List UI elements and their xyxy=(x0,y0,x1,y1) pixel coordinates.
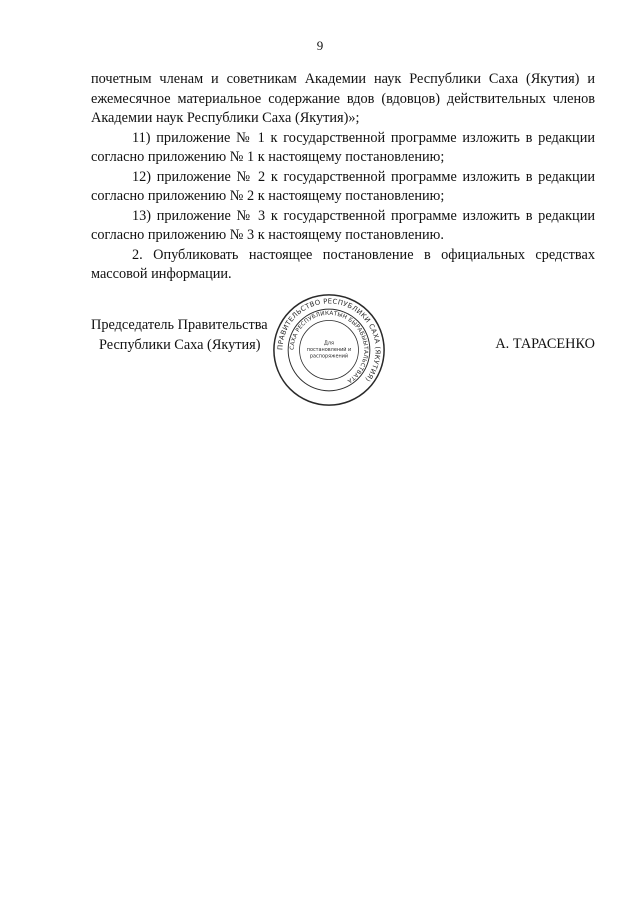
signatory-position xyxy=(91,316,268,355)
seal-center-line3: распоряжений xyxy=(309,353,349,360)
seal-center-line2: постановлений и xyxy=(306,346,352,353)
page-number: 9 xyxy=(316,38,324,53)
body-text xyxy=(91,70,595,285)
signatory-position-line1: Председатель Правительства xyxy=(91,317,268,333)
signatory-name: А. ТАРАСЕНКО xyxy=(495,336,595,352)
paragraph-item-13: 13) приложение № 3 к государственной программе изложить в редакции согласно приложению № 3 к настоящему постановлению. xyxy=(91,207,595,243)
paragraph-item-12: 12) приложение № 2 к государственной программе изложить в редакции согласно приложению № 2 к настоящему постановлению; xyxy=(91,168,595,204)
official-seal xyxy=(272,293,386,407)
seal-outer-text: ПРАВИТЕЛЬСТВО РЕСПУБЛИКИ САХА (ЯКУТИЯ) xyxy=(276,297,382,384)
seal-center-line1: Для xyxy=(324,340,334,347)
signatory-position-line2: Республики Саха (Якутия) xyxy=(99,336,261,353)
seal-inner-text: САХА РЕСПУБЛИКАТЫН БЫРАБЫЫТАЛЬСТВАТА xyxy=(289,310,369,384)
paragraph-continuation: почетным членам и советникам Академии наук Республики Саха (Якутия) и ежемесячное материальное содержание вдов (вдовцов) действительных членов Академии наук Республики Саха (Якутия)»; xyxy=(91,71,595,126)
paragraph-item-11: 11) приложение № 1 к государственной программе изложить в редакции согласно приложению № 1 к настоящему постановлению; xyxy=(91,129,595,165)
paragraph-publish: 2. Опубликовать настоящее постановление в официальных средствах массовой информации. xyxy=(91,246,595,282)
